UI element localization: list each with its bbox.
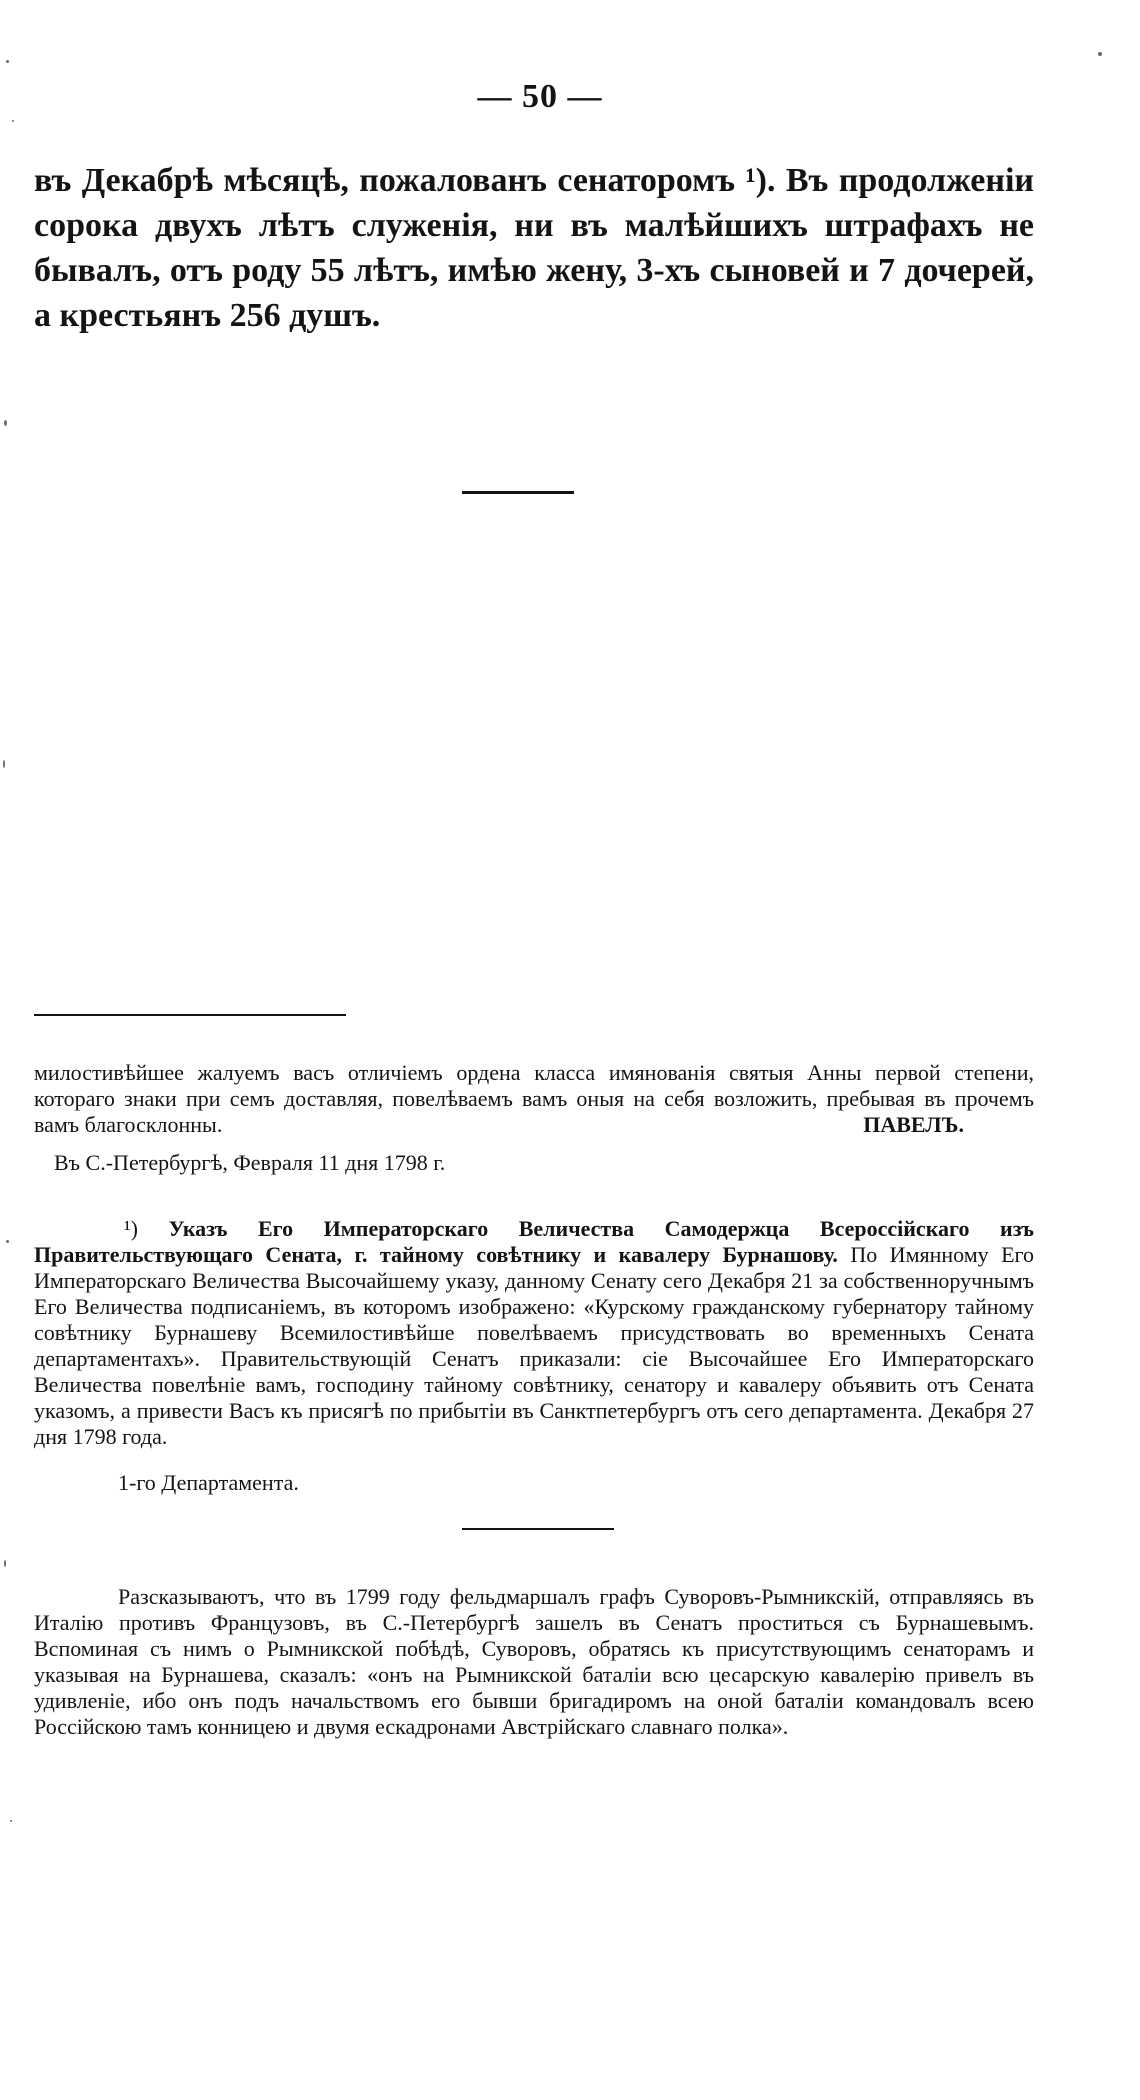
scan-speck (6, 1240, 9, 1243)
footnote-title: Указъ Его Императорскаго Величества Самодержца Всероссійскаго изъ Правительствующаго Сената, г. тайному совѣтнику и кавалеру Бурнашову. (34, 1216, 1034, 1267)
scan-speck (12, 120, 14, 122)
anecdote-paragraph: Разсказываютъ, что въ 1799 году фельдмаршалъ графъ Суворовъ-Рымникскій, отправляясь въ Италію противъ Французовъ, въ С.-Петербургѣ зашелъ въ Сенатъ проститься съ Бурнашевымъ. Вспоминая съ нимъ о Рымникской побѣдѣ, Суворовъ, обратясь къ присутствующимъ сенаторамъ и указывая на Бурнашева, сказалъ: «онъ на Рымникской баталіи всю цесарскую кавалерію привелъ въ удивленіе, ибо онъ подъ начальствомъ его бывши бригадиромъ на оной баталіи командовалъ всею Россійскою тамъ конницею и двумя ескадронами Австрійскаго славнаго полка». (34, 1584, 1034, 1739)
scan-speck (4, 420, 7, 426)
decree-place-date: Въ С.-Петербургѣ, Февраля 11 дня 1798 г. (54, 1150, 446, 1175)
decree-signature: ПАВЕЛЪ. (863, 1112, 964, 1137)
decree-fragment (34, 1060, 1034, 1138)
footnote-marker: ¹) (124, 1216, 138, 1241)
department-line: 1-го Департамента. (118, 1470, 299, 1495)
scan-speck (4, 1560, 6, 1567)
decree-text: милостивѣйшее жалуемъ васъ отличіемъ ордена класса имянованія святыя Анны первой степени, котораго знаки при семъ доставляя, повелѣваемъ вамъ оныя на себя возложить, пребывая въ прочемъ вамъ благосклонны. (34, 1060, 1034, 1137)
scan-speck (10, 1820, 12, 1822)
scan-speck (3, 760, 5, 768)
main-paragraph: въ Декабрѣ мѣсяцѣ, пожалованъ сенаторомъ ¹). Въ продолженіи сорока двухъ лѣтъ служенія, ни въ малѣйшихъ штрафахъ не бывалъ, отъ роду 55 лѣтъ, имѣю жену, 3-хъ сыновей и 7 дочерей, а крестьянъ 256 душъ. (34, 162, 1034, 334)
page-number: — 50 — (477, 78, 603, 115)
scan-speck (6, 60, 9, 63)
section-divider (462, 491, 574, 494)
scan-speck (1098, 52, 1102, 56)
footnote-body: По Имянному Его Императорскаго Величества Высочайшему указу, данному Сенату сего Декабря 21 за собственноручнымъ Его Величества подписаніемъ, въ которомъ изображено: «Курскому гражданскому губернатору тайному совѣтнику Бурнашеву Всемилостивѣйше повелѣваемъ присудствовать во временныхъ Сената департаментахъ». Правительствующій Сенатъ приказали: сіе Высочайшее Его Императорскаго Величества повелѣніе вамъ, господину тайному совѣтнику, сенатору и кавалеру объявить отъ Сената указомъ, а привести Васъ къ присягѣ по прибытіи въ Санктпетербургъ отъ сего департамента. Декабря 27 дня 1798 года. (34, 1242, 1034, 1449)
footnote (34, 1216, 1034, 1450)
section-divider-2 (462, 1528, 614, 1530)
footnote-rule (34, 1014, 346, 1016)
